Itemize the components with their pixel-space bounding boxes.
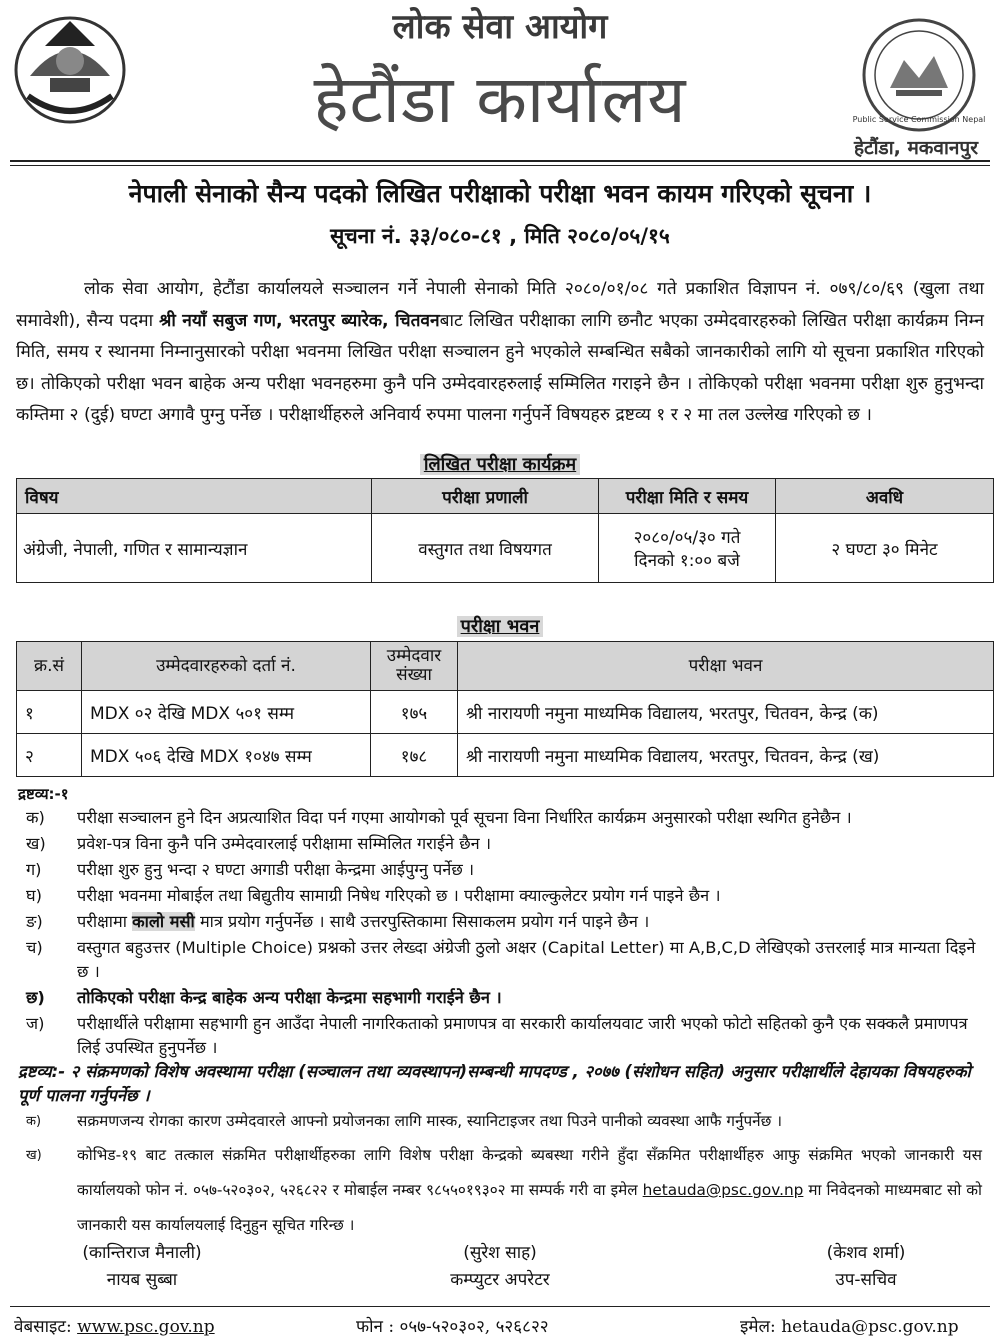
duration-cell: २ घण्टा ३० मिनेट	[776, 514, 994, 583]
psc-seal-logo	[852, 16, 986, 134]
office-name: हेटौंडा कार्यालय	[313, 61, 687, 138]
schedule-caption: लिखित परीक्षा कार्यक्रम	[0, 452, 1000, 476]
col-duration: अवधि	[776, 479, 994, 514]
footer-email-link[interactable]: hetauda@psc.gov.np	[781, 1317, 959, 1337]
venue-caption: परीक्षा भवन	[0, 614, 1000, 638]
footer-website: वेबसाइट: www.psc.gov.np	[14, 1317, 215, 1337]
col-subject: विषय	[17, 479, 372, 514]
col-sn: क्र.सं	[17, 642, 82, 691]
footer-rule	[10, 1306, 990, 1307]
email-link[interactable]: hetauda@psc.gov.np	[642, 1181, 804, 1199]
table-row	[17, 734, 994, 777]
svg-text:Public Service Commission Nepa: Public Service Commission Nepal	[852, 115, 986, 124]
range-cell: MDX ५०६ देखि MDX १०४७ सम्म	[82, 734, 371, 777]
col-system: परीक्षा प्रणाली	[372, 479, 599, 514]
table-row	[17, 514, 994, 583]
col-range: उम्मेदवारहरुको दर्ता नं.	[82, 642, 371, 691]
hall-cell: श्री नारायणी नमुना माध्यमिक विद्यालय, भरतपुर, चितवन, केन्द्र (क)	[458, 691, 994, 734]
count-cell: १७५	[371, 691, 458, 734]
note1-heading: द्रष्टव्य:-१	[18, 785, 69, 803]
header-rule-thin	[10, 165, 990, 166]
header-rule	[10, 160, 990, 162]
notice-body: लोक सेवा आयोग, हेटौंडा कार्यालयले सञ्चालन गर्ने नेपाली सेनाको मिति २०८०/०१/०८ गते प्रकाशित विज्ञापन नं. ०७९/८०/६९ (खुला तथा समावेशी), सैन्य पदमा श्री नयाँ सबुज गण, भरतपुर ब्यारेक, चितवनबाट लिखित परीक्षाका लागि छनौट भएका उम्मेदवारहरुको लिखित परीक्षा कार्यक्रम निम्न मिति, समय र स्थानमा निम्नानुसारको परीक्षा भवनमा लिखित परीक्षा सञ्चालन हुने भएकोले सम्बन्धित सबैको जानकारीको लागि यो सूचना प्रकाशित गरिएको छ। तोकिएको परीक्षा भवन बाहेक अन्य परीक्षा भवनहरुमा कुनै पनि उम्मेदवारहरुलाई सम्मिलित गराइने छैन । तोकिएको परीक्षा भवनमा परीक्षा शुरु हुनुभन्दा कम्तिमा २ (दुई) घण्टा अगावै पुग्नु पर्नेछ । परीक्षार्थीहरुले अनिवार्य रुपमा पालना गर्नुपर्ने विषयहरु द्रष्टव्य १ र २ मा तल उल्लेख गरिएको छ ।	[16, 279, 985, 425]
table-header-row	[17, 642, 994, 691]
signature-block: (कान्तिराज मैनाली) नायब सुब्बा	[82, 1243, 202, 1290]
exam-venue-table	[16, 641, 994, 777]
table-row	[17, 691, 994, 734]
signature-block: (सुरेश साह) कम्प्युटर अपरेटर	[450, 1243, 550, 1290]
count-cell: १७८	[371, 734, 458, 777]
signature-block: (केशव शर्मा) उप-सचिव	[826, 1243, 906, 1290]
col-datetime: परीक्षा मिति र समय	[599, 479, 776, 514]
hall-cell: श्री नारायणी नमुना माध्यमिक विद्यालय, भरतपुर, चितवन, केन्द्र (ख)	[458, 734, 994, 777]
note2-heading: द्रष्टव्य:- २ संक्रमणको विशेष अवस्थामा परीक्षा (सञ्चालन तथा व्यवस्थापन)सम्बन्धी मापदण्ड , २०७७ (संशोधन सहित) अनुसार परीक्षार्थीले देहायका विषयहरुको पूर्ण पालना गर्नुपर्नेछ ।	[18, 1062, 971, 1105]
system-cell: वस्तुगत तथा विषयगत	[372, 514, 599, 583]
notice-number: सूचना नं. ३३/०८०-८१ , मिति २०८०/०५/१५	[330, 224, 670, 248]
col-count: उम्मेदवार संख्या	[371, 642, 458, 691]
table-header-row	[17, 479, 994, 514]
organization-name: लोक सेवा आयोग	[392, 7, 608, 47]
website-link[interactable]: www.psc.gov.np	[77, 1317, 215, 1337]
exam-schedule-table	[16, 478, 994, 583]
datetime-cell: २०८०/०५/३० गते दिनको १:०० बजे	[599, 514, 776, 583]
footer-phone: फोन : ०५७-५२०३०२, ५२६८२२	[356, 1317, 549, 1337]
col-hall: परीक्षा भवन	[458, 642, 994, 691]
black-ink-highlight: कालो मसी	[132, 912, 195, 931]
sn-cell: १	[17, 691, 82, 734]
range-cell: MDX ०२ देखि MDX ५०१ सम्म	[82, 691, 371, 734]
unit-name: श्री नयाँ सबुज गण, भरतपुर ब्यारेक, चितवन	[159, 310, 440, 331]
notice-title: नेपाली सेनाको सैन्य पदको लिखित परीक्षाको परीक्षा भवन कायम गरिएको सूचना ।	[128, 179, 872, 208]
sn-cell: २	[17, 734, 82, 777]
footer-email: इमेल: hetauda@psc.gov.np	[740, 1317, 959, 1337]
office-location: हेटौंडा, मकवानपुर	[853, 137, 978, 159]
subject-cell: अंग्रेजी, नेपाली, गणित र सामान्यज्ञान	[17, 514, 372, 583]
